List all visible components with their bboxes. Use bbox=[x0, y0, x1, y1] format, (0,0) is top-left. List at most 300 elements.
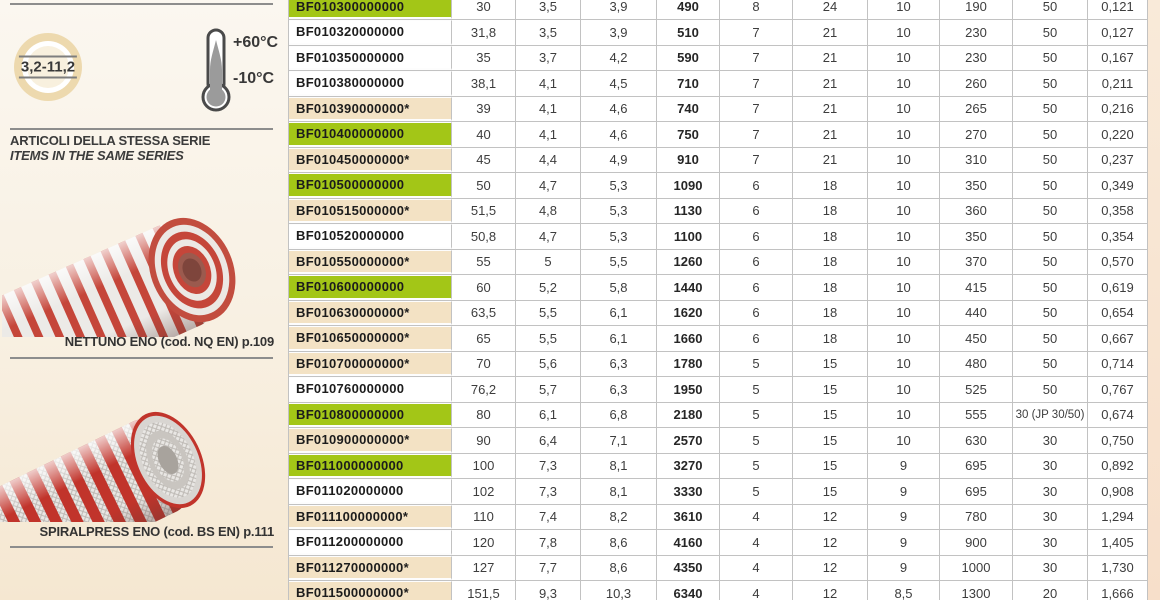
value-cell: 12 bbox=[793, 581, 868, 600]
value-cell: 350 bbox=[940, 173, 1013, 198]
value-cell: 8,1 bbox=[581, 454, 657, 479]
table-row bbox=[289, 224, 1148, 250]
bore-range-icon bbox=[14, 33, 82, 101]
product-code-cell: BF010630000000* bbox=[289, 301, 452, 326]
value-cell: 5,5 bbox=[581, 250, 657, 275]
product-code-cell: BF010550000000* bbox=[289, 250, 452, 275]
value-cell: 0,211 bbox=[1088, 71, 1148, 96]
value-cell: 9,3 bbox=[516, 581, 581, 600]
table-row bbox=[289, 122, 1148, 148]
value-cell: 1090 bbox=[657, 173, 720, 198]
value-cell: 6 bbox=[720, 275, 793, 300]
value-cell: 50 bbox=[1013, 173, 1088, 198]
value-cell: 8,6 bbox=[581, 530, 657, 555]
value-cell: 3,7 bbox=[516, 46, 581, 71]
table-row bbox=[289, 0, 1148, 20]
value-cell: 10 bbox=[868, 20, 940, 45]
value-cell: 50 bbox=[1013, 275, 1088, 300]
product-code-cell: BF010350000000 bbox=[289, 46, 452, 71]
value-cell: 30 bbox=[1013, 479, 1088, 504]
value-cell: 10 bbox=[868, 199, 940, 224]
nettuno-eno-hose-image bbox=[2, 182, 272, 337]
value-cell: 5,3 bbox=[581, 224, 657, 249]
value-cell: 8,6 bbox=[581, 556, 657, 581]
table-row bbox=[289, 199, 1148, 225]
value-cell: 50,8 bbox=[452, 224, 516, 249]
value-cell: 90 bbox=[452, 428, 516, 453]
nettuno-eno-caption: NETTUNO ENO (cod. NQ EN) p.109 bbox=[64, 334, 274, 349]
value-cell: 270 bbox=[940, 122, 1013, 147]
value-cell: 750 bbox=[657, 122, 720, 147]
value-cell: 740 bbox=[657, 97, 720, 122]
value-cell: 510 bbox=[657, 20, 720, 45]
value-cell: 20 bbox=[1013, 581, 1088, 600]
value-cell: 6,4 bbox=[516, 428, 581, 453]
table-row bbox=[289, 71, 1148, 97]
table-row bbox=[289, 377, 1148, 403]
value-cell: 10 bbox=[868, 403, 940, 428]
value-cell: 4 bbox=[720, 505, 793, 530]
value-cell: 5,3 bbox=[581, 173, 657, 198]
value-cell: 0,121 bbox=[1088, 0, 1148, 19]
value-cell: 10 bbox=[868, 122, 940, 147]
value-cell: 21 bbox=[793, 122, 868, 147]
value-cell: 3,9 bbox=[581, 0, 657, 19]
value-cell: 35 bbox=[452, 46, 516, 71]
value-cell: 6 bbox=[720, 250, 793, 275]
value-cell: 5,2 bbox=[516, 275, 581, 300]
value-cell: 1,294 bbox=[1088, 505, 1148, 530]
value-cell: 21 bbox=[793, 148, 868, 173]
product-code-cell: BF010520000000 bbox=[289, 224, 452, 249]
table-row bbox=[289, 250, 1148, 276]
value-cell: 21 bbox=[793, 20, 868, 45]
value-cell: 30 bbox=[1013, 428, 1088, 453]
value-cell: 30 bbox=[1013, 505, 1088, 530]
value-cell: 65 bbox=[452, 326, 516, 351]
product-code-cell: BF010390000000* bbox=[289, 97, 452, 122]
value-cell: 6,1 bbox=[581, 326, 657, 351]
value-cell: 7,3 bbox=[516, 454, 581, 479]
value-cell: 10,3 bbox=[581, 581, 657, 600]
value-cell: 100 bbox=[452, 454, 516, 479]
value-cell: 30 bbox=[1013, 454, 1088, 479]
value-cell: 50 bbox=[1013, 46, 1088, 71]
value-cell: 15 bbox=[793, 352, 868, 377]
value-cell: 50 bbox=[1013, 301, 1088, 326]
value-cell: 5,3 bbox=[581, 199, 657, 224]
value-cell: 12 bbox=[793, 556, 868, 581]
series-heading-english: ITEMS IN THE SAME SERIES bbox=[10, 148, 184, 163]
value-cell: 9 bbox=[868, 530, 940, 555]
value-cell: 50 bbox=[1013, 326, 1088, 351]
value-cell: 4,1 bbox=[516, 122, 581, 147]
value-cell: 50 bbox=[1013, 97, 1088, 122]
value-cell: 1260 bbox=[657, 250, 720, 275]
value-cell: 18 bbox=[793, 301, 868, 326]
value-cell: 76,2 bbox=[452, 377, 516, 402]
value-cell: 480 bbox=[940, 352, 1013, 377]
value-cell: 0,237 bbox=[1088, 148, 1148, 173]
value-cell: 8,1 bbox=[581, 479, 657, 504]
value-cell: 630 bbox=[940, 428, 1013, 453]
table-row bbox=[289, 301, 1148, 327]
temperature-min-label: -10°C bbox=[233, 70, 275, 87]
value-cell: 5 bbox=[720, 454, 793, 479]
value-cell: 50 bbox=[452, 173, 516, 198]
value-cell: 4,7 bbox=[516, 224, 581, 249]
value-cell: 120 bbox=[452, 530, 516, 555]
value-cell: 12 bbox=[793, 530, 868, 555]
value-cell: 260 bbox=[940, 71, 1013, 96]
table-row bbox=[289, 173, 1148, 199]
value-cell: 7 bbox=[720, 97, 793, 122]
value-cell: 15 bbox=[793, 479, 868, 504]
hose-divider bbox=[10, 357, 273, 359]
value-cell: 5 bbox=[720, 403, 793, 428]
value-cell: 8,5 bbox=[868, 581, 940, 600]
thermometer-icon bbox=[198, 27, 234, 113]
value-cell: 0,216 bbox=[1088, 97, 1148, 122]
value-cell: 10 bbox=[868, 250, 940, 275]
value-cell: 7 bbox=[720, 71, 793, 96]
value-cell: 21 bbox=[793, 97, 868, 122]
value-cell: 51,5 bbox=[452, 199, 516, 224]
table-row bbox=[289, 20, 1148, 46]
value-cell: 5,8 bbox=[581, 275, 657, 300]
product-code-cell: BF010515000000* bbox=[289, 199, 452, 224]
value-cell: 6 bbox=[720, 224, 793, 249]
value-cell: 50 bbox=[1013, 71, 1088, 96]
value-cell: 50 bbox=[1013, 352, 1088, 377]
table-row bbox=[289, 530, 1148, 556]
value-cell: 0,349 bbox=[1088, 173, 1148, 198]
value-cell: 5,5 bbox=[516, 301, 581, 326]
value-cell: 127 bbox=[452, 556, 516, 581]
value-cell: 1,405 bbox=[1088, 530, 1148, 555]
table-row bbox=[289, 505, 1148, 531]
value-cell: 3,5 bbox=[516, 0, 581, 19]
value-cell: 0,767 bbox=[1088, 377, 1148, 402]
value-cell: 7,3 bbox=[516, 479, 581, 504]
value-cell: 0,667 bbox=[1088, 326, 1148, 351]
value-cell: 50 bbox=[1013, 122, 1088, 147]
value-cell: 50 bbox=[1013, 0, 1088, 19]
table-row bbox=[289, 352, 1148, 378]
value-cell: 18 bbox=[793, 199, 868, 224]
product-code-cell: BF011020000000 bbox=[289, 479, 452, 504]
value-cell: 9 bbox=[868, 454, 940, 479]
value-cell: 0,654 bbox=[1088, 301, 1148, 326]
value-cell: 30 bbox=[452, 0, 516, 19]
series-divider bbox=[10, 128, 273, 130]
value-cell: 3,9 bbox=[581, 20, 657, 45]
table-row bbox=[289, 479, 1148, 505]
sidebar bbox=[0, 0, 288, 600]
value-cell: 10 bbox=[868, 148, 940, 173]
value-cell: 4 bbox=[720, 556, 793, 581]
value-cell: 80 bbox=[452, 403, 516, 428]
product-data-table bbox=[288, 0, 1148, 600]
value-cell: 21 bbox=[793, 46, 868, 71]
value-cell: 0,674 bbox=[1088, 403, 1148, 428]
value-cell: 4,8 bbox=[516, 199, 581, 224]
value-cell: 450 bbox=[940, 326, 1013, 351]
product-code-cell: BF010320000000 bbox=[289, 20, 452, 45]
value-cell: 0,750 bbox=[1088, 428, 1148, 453]
top-divider bbox=[10, 3, 273, 5]
product-code-cell: BF011200000000 bbox=[289, 530, 452, 555]
value-cell: 6 bbox=[720, 199, 793, 224]
value-cell: 10 bbox=[868, 97, 940, 122]
product-code-cell: BF011500000000* bbox=[289, 581, 452, 600]
value-cell: 50 bbox=[1013, 199, 1088, 224]
value-cell: 4,6 bbox=[581, 122, 657, 147]
temperature-max-label: +60°C bbox=[233, 34, 279, 51]
value-cell: 5 bbox=[720, 377, 793, 402]
value-cell: 7,8 bbox=[516, 530, 581, 555]
product-code-cell: BF010700000000* bbox=[289, 352, 452, 377]
value-cell: 265 bbox=[940, 97, 1013, 122]
value-cell: 10 bbox=[868, 377, 940, 402]
value-cell: 50 bbox=[1013, 377, 1088, 402]
value-cell: 7 bbox=[720, 148, 793, 173]
value-cell: 50 bbox=[1013, 148, 1088, 173]
value-cell: 370 bbox=[940, 250, 1013, 275]
value-cell: 10 bbox=[868, 301, 940, 326]
value-cell: 1,730 bbox=[1088, 556, 1148, 581]
value-cell: 4160 bbox=[657, 530, 720, 555]
value-cell: 39 bbox=[452, 97, 516, 122]
value-cell: 1000 bbox=[940, 556, 1013, 581]
value-cell: 4,5 bbox=[581, 71, 657, 96]
value-cell: 1620 bbox=[657, 301, 720, 326]
table-row bbox=[289, 581, 1148, 600]
value-cell: 5,6 bbox=[516, 352, 581, 377]
product-code-cell: BF010800000000 bbox=[289, 403, 452, 428]
value-cell: 6340 bbox=[657, 581, 720, 600]
value-cell: 0,220 bbox=[1088, 122, 1148, 147]
product-code-cell: BF010500000000 bbox=[289, 173, 452, 198]
value-cell: 0,570 bbox=[1088, 250, 1148, 275]
value-cell: 15 bbox=[793, 403, 868, 428]
value-cell: 110 bbox=[452, 505, 516, 530]
value-cell: 12 bbox=[793, 505, 868, 530]
value-cell: 24 bbox=[793, 0, 868, 19]
product-code-cell: BF010380000000 bbox=[289, 71, 452, 96]
value-cell: 5 bbox=[720, 428, 793, 453]
value-cell: 10 bbox=[868, 428, 940, 453]
value-cell: 10 bbox=[868, 224, 940, 249]
value-cell: 55 bbox=[452, 250, 516, 275]
series-heading-italian: ARTICOLI DELLA STESSA SERIE bbox=[10, 133, 211, 148]
value-cell: 38,1 bbox=[452, 71, 516, 96]
value-cell: 190 bbox=[940, 0, 1013, 19]
value-cell: 7,4 bbox=[516, 505, 581, 530]
value-cell: 10 bbox=[868, 352, 940, 377]
value-cell: 8 bbox=[720, 0, 793, 19]
table-row bbox=[289, 556, 1148, 582]
value-cell: 4,6 bbox=[581, 97, 657, 122]
value-cell: 15 bbox=[793, 454, 868, 479]
value-cell: 1780 bbox=[657, 352, 720, 377]
value-cell: 15 bbox=[793, 377, 868, 402]
value-cell: 0,354 bbox=[1088, 224, 1148, 249]
value-cell: 4,9 bbox=[581, 148, 657, 173]
value-cell: 9 bbox=[868, 479, 940, 504]
bottom-divider bbox=[10, 546, 273, 548]
value-cell: 50 bbox=[1013, 250, 1088, 275]
value-cell: 710 bbox=[657, 71, 720, 96]
value-cell: 0,358 bbox=[1088, 199, 1148, 224]
value-cell: 6 bbox=[720, 301, 793, 326]
value-cell: 0,892 bbox=[1088, 454, 1148, 479]
value-cell: 7 bbox=[720, 46, 793, 71]
value-cell: 70 bbox=[452, 352, 516, 377]
value-cell: 555 bbox=[940, 403, 1013, 428]
value-cell: 30 (JP 30/50) bbox=[1013, 403, 1088, 428]
value-cell: 31,8 bbox=[452, 20, 516, 45]
value-cell: 5 bbox=[516, 250, 581, 275]
value-cell: 1440 bbox=[657, 275, 720, 300]
value-cell: 780 bbox=[940, 505, 1013, 530]
table-row bbox=[289, 97, 1148, 123]
value-cell: 4 bbox=[720, 581, 793, 600]
spiralpress-eno-caption: SPIRALPRESS ENO (cod. BS EN) p.111 bbox=[39, 524, 274, 539]
product-code-cell: BF010650000000* bbox=[289, 326, 452, 351]
value-cell: 10 bbox=[868, 71, 940, 96]
product-code-cell: BF010400000000 bbox=[289, 122, 452, 147]
product-code-cell: BF011000000000 bbox=[289, 454, 452, 479]
value-cell: 5,5 bbox=[516, 326, 581, 351]
value-cell: 0,619 bbox=[1088, 275, 1148, 300]
value-cell: 18 bbox=[793, 326, 868, 351]
spiralpress-eno-hose-image bbox=[0, 370, 272, 522]
value-cell: 0,127 bbox=[1088, 20, 1148, 45]
value-cell: 45 bbox=[452, 148, 516, 173]
value-cell: 0,714 bbox=[1088, 352, 1148, 377]
value-cell: 102 bbox=[452, 479, 516, 504]
value-cell: 6 bbox=[720, 173, 793, 198]
value-cell: 8,2 bbox=[581, 505, 657, 530]
value-cell: 695 bbox=[940, 454, 1013, 479]
product-code-cell: BF011100000000* bbox=[289, 505, 452, 530]
value-cell: 3,5 bbox=[516, 20, 581, 45]
value-cell: 2180 bbox=[657, 403, 720, 428]
table-row bbox=[289, 428, 1148, 454]
value-cell: 0,167 bbox=[1088, 46, 1148, 71]
value-cell: 6,8 bbox=[581, 403, 657, 428]
product-code-cell: BF010600000000 bbox=[289, 275, 452, 300]
value-cell: 590 bbox=[657, 46, 720, 71]
value-cell: 7 bbox=[720, 20, 793, 45]
value-cell: 60 bbox=[452, 275, 516, 300]
table-row bbox=[289, 275, 1148, 301]
product-code-cell: BF010760000000 bbox=[289, 377, 452, 402]
value-cell: 1,666 bbox=[1088, 581, 1148, 600]
value-cell: 4 bbox=[720, 530, 793, 555]
value-cell: 6 bbox=[720, 326, 793, 351]
value-cell: 350 bbox=[940, 224, 1013, 249]
value-cell: 360 bbox=[940, 199, 1013, 224]
value-cell: 6,1 bbox=[581, 301, 657, 326]
value-cell: 4350 bbox=[657, 556, 720, 581]
table-row bbox=[289, 403, 1148, 429]
value-cell: 50 bbox=[1013, 20, 1088, 45]
value-cell: 18 bbox=[793, 250, 868, 275]
table-row bbox=[289, 46, 1148, 72]
value-cell: 490 bbox=[657, 0, 720, 19]
value-cell: 10 bbox=[868, 275, 940, 300]
value-cell: 7 bbox=[720, 122, 793, 147]
value-cell: 9 bbox=[868, 505, 940, 530]
table-row bbox=[289, 454, 1148, 480]
value-cell: 4,2 bbox=[581, 46, 657, 71]
value-cell: 900 bbox=[940, 530, 1013, 555]
value-cell: 695 bbox=[940, 479, 1013, 504]
value-cell: 50 bbox=[1013, 224, 1088, 249]
value-cell: 5,7 bbox=[516, 377, 581, 402]
value-cell: 30 bbox=[1013, 556, 1088, 581]
value-cell: 6,1 bbox=[516, 403, 581, 428]
value-cell: 2570 bbox=[657, 428, 720, 453]
value-cell: 5 bbox=[720, 479, 793, 504]
value-cell: 310 bbox=[940, 148, 1013, 173]
value-cell: 30 bbox=[1013, 530, 1088, 555]
value-cell: 18 bbox=[793, 275, 868, 300]
value-cell: 1130 bbox=[657, 199, 720, 224]
product-code-cell: BF010300000000 bbox=[289, 0, 452, 19]
value-cell: 4,1 bbox=[516, 97, 581, 122]
value-cell: 1100 bbox=[657, 224, 720, 249]
value-cell: 3610 bbox=[657, 505, 720, 530]
value-cell: 40 bbox=[452, 122, 516, 147]
bore-range-label: 3,2-11,2 bbox=[19, 56, 77, 79]
value-cell: 4,7 bbox=[516, 173, 581, 198]
value-cell: 9 bbox=[868, 556, 940, 581]
value-cell: 1660 bbox=[657, 326, 720, 351]
value-cell: 440 bbox=[940, 301, 1013, 326]
value-cell: 63,5 bbox=[452, 301, 516, 326]
value-cell: 10 bbox=[868, 0, 940, 19]
value-cell: 1300 bbox=[940, 581, 1013, 600]
value-cell: 10 bbox=[868, 46, 940, 71]
value-cell: 21 bbox=[793, 71, 868, 96]
value-cell: 525 bbox=[940, 377, 1013, 402]
value-cell: 5 bbox=[720, 352, 793, 377]
value-cell: 230 bbox=[940, 46, 1013, 71]
table-row bbox=[289, 148, 1148, 174]
value-cell: 15 bbox=[793, 428, 868, 453]
value-cell: 6,3 bbox=[581, 377, 657, 402]
value-cell: 4,1 bbox=[516, 71, 581, 96]
value-cell: 7,1 bbox=[581, 428, 657, 453]
value-cell: 7,7 bbox=[516, 556, 581, 581]
value-cell: 415 bbox=[940, 275, 1013, 300]
value-cell: 3330 bbox=[657, 479, 720, 504]
value-cell: 4,4 bbox=[516, 148, 581, 173]
value-cell: 10 bbox=[868, 173, 940, 198]
product-code-cell: BF010450000000* bbox=[289, 148, 452, 173]
value-cell: 151,5 bbox=[452, 581, 516, 600]
product-code-cell: BF011270000000* bbox=[289, 556, 452, 581]
value-cell: 0,908 bbox=[1088, 479, 1148, 504]
value-cell: 910 bbox=[657, 148, 720, 173]
value-cell: 18 bbox=[793, 224, 868, 249]
value-cell: 6,3 bbox=[581, 352, 657, 377]
product-code-cell: BF010900000000* bbox=[289, 428, 452, 453]
value-cell: 10 bbox=[868, 326, 940, 351]
